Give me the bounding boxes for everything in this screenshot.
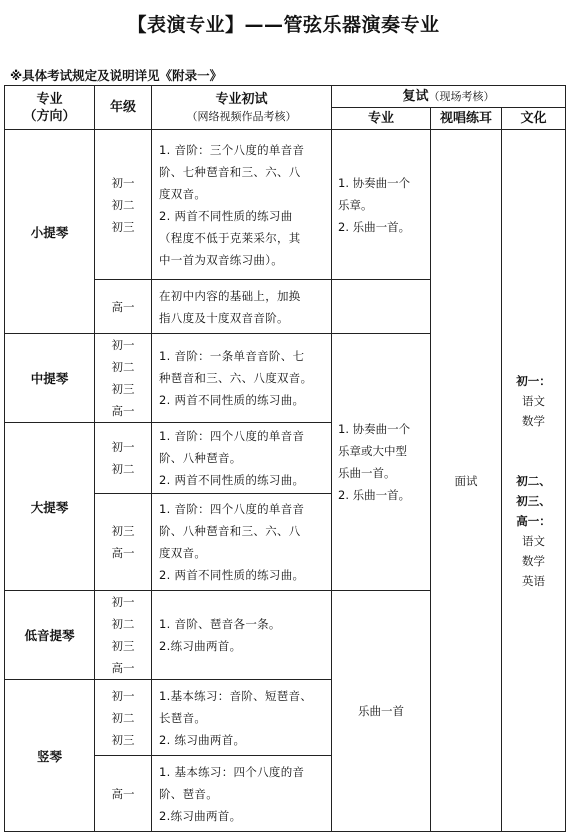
header-grade: 年级: [95, 86, 152, 130]
culture-subject: 数学: [522, 413, 545, 428]
grade-label: 初二: [111, 710, 135, 725]
grade-label: 初二: [111, 462, 135, 476]
culture-grade-label: 初一：: [516, 373, 551, 388]
culture-subject: 数学: [522, 553, 545, 568]
grade-label: 初三: [111, 524, 135, 538]
page-title: 【表演专业】——管弦乐器演奏专业: [127, 14, 440, 36]
grade-label: 高一: [111, 299, 135, 314]
requirement-line: 1. 协奏曲一个: [338, 175, 411, 190]
header-culture: 文化: [502, 108, 566, 130]
culture-subject: 语文: [522, 393, 545, 408]
initial-requirement: [152, 591, 332, 680]
requirement-line: 阶、七种琶音和三、六、八: [159, 164, 301, 179]
requirement-line: 中一首为双音练习曲）。: [159, 252, 284, 267]
initial-requirement: [152, 423, 332, 494]
requirement-line: 长琶音。: [159, 710, 207, 725]
requirement-line: 1. 音阶：四个八度的单音音: [159, 502, 305, 516]
initial-requirement: [152, 494, 332, 591]
grade-cell: [95, 756, 152, 832]
requirement-line: 1. 音阶：四个八度的单音音: [159, 429, 305, 443]
requirement-line: 2.练习曲两首。: [159, 808, 242, 823]
requirement-line: 度双音。: [159, 546, 207, 560]
requirement-line: 2. 两首不同性质的练习曲: [159, 208, 293, 223]
culture-subject: 英语: [522, 573, 545, 588]
retest-empty: [332, 280, 431, 334]
initial-requirement: [152, 280, 332, 334]
culture-grade-label: 初二、: [516, 473, 551, 488]
requirement-line: 2. 两首不同性质的练习曲。: [159, 568, 305, 582]
culture-requirements: [502, 130, 566, 832]
requirement-line: 2.练习曲两首。: [159, 639, 242, 653]
requirement-line: 2. 乐曲一首。: [338, 488, 411, 502]
header-initial-exam: [152, 86, 332, 130]
requirement-line: 2. 练习曲两首。: [159, 732, 246, 747]
requirement-line: 1. 音阶、琶音各一条。: [159, 617, 281, 631]
header-initial-title: 专业初试: [215, 91, 268, 107]
header-retest-sub: （现场考核）: [428, 90, 495, 103]
grade-cell: [95, 423, 152, 494]
grade-label: 初三: [111, 382, 135, 396]
grade-label: 高一: [111, 404, 135, 418]
requirement-line: 阶、琶音。: [159, 786, 218, 801]
requirement-line: 度双音。: [159, 186, 207, 201]
grade-label: 初二: [111, 197, 135, 212]
header-retest-major: 专业: [332, 108, 431, 130]
header-major-label: 专业: [36, 91, 63, 107]
header-major-direction: （方向）: [23, 108, 76, 124]
requirement-line: 2. 乐曲一首。: [338, 219, 411, 234]
grade-label: 初三: [111, 639, 135, 653]
instrument-double-bass: 低音提琴: [5, 591, 95, 680]
culture-subject: 语文: [522, 533, 545, 548]
grade-cell: [95, 334, 152, 423]
retest-requirement-violin: [332, 130, 431, 280]
requirement-line: 阶、八种琶音和三、六、八: [159, 524, 301, 538]
requirement-line: 2. 两首不同性质的练习曲。: [159, 473, 305, 487]
grade-label: 初一: [111, 440, 135, 454]
grade-label: 初一: [111, 338, 135, 352]
requirement-line: 1. 基本练习：四个八度的音: [159, 764, 305, 779]
requirement-line: 阶、八种琶音。: [159, 451, 242, 465]
retest-requirement-viola-cello: [332, 334, 431, 591]
initial-requirement: [152, 680, 332, 756]
grade-label: 初三: [111, 219, 135, 234]
appendix-note: ※具体考试规定及说明详见《附录一》: [10, 68, 223, 83]
requirement-line: 乐章。: [338, 197, 373, 212]
grade-cell: [95, 591, 152, 680]
requirement-line: 乐曲一首。: [338, 466, 396, 480]
requirement-line: 1. 音阶：三个八度的单音音: [159, 142, 305, 157]
grade-label: 高一: [111, 661, 135, 675]
grade-label: 初三: [111, 732, 135, 747]
initial-requirement: [152, 756, 332, 832]
requirement-line: 1.基本练习：音阶、短琶音、: [159, 688, 313, 703]
grade-cell: [95, 130, 152, 280]
header-sight-singing: 视唱练耳: [431, 108, 502, 130]
culture-grade-label: 高一：: [516, 513, 551, 528]
header-initial-sub: （网络视频作品考核）: [186, 109, 297, 123]
grade-label: 高一: [111, 786, 135, 801]
instrument-violin: 小提琴: [5, 130, 95, 334]
instrument-viola: 中提琴: [5, 334, 95, 423]
grade-label: 高一: [111, 546, 135, 560]
grade-label: 初一: [111, 175, 135, 190]
initial-requirement: [152, 334, 332, 423]
sight-singing-value: 面试: [431, 130, 502, 832]
grade-label: 初二: [111, 617, 135, 631]
requirement-line: 指八度及十度双音音阶。: [159, 310, 289, 325]
requirement-line: 乐章或大中型: [338, 444, 407, 458]
grade-label: 初一: [111, 688, 135, 703]
requirement-line: 1. 协奏曲一个: [338, 422, 411, 436]
culture-grade-label: 初三、: [516, 493, 551, 508]
header-retest: [332, 86, 566, 108]
instrument-cello: 大提琴: [5, 423, 95, 591]
grade-cell: [95, 494, 152, 591]
requirement-line: 1. 音阶：一条单音音阶、七: [159, 349, 305, 363]
grade-cell: [95, 680, 152, 756]
requirement-line: 2. 两首不同性质的练习曲。: [159, 393, 305, 407]
retest-requirement-lower: 乐曲一首: [332, 591, 431, 832]
initial-requirement: [152, 130, 332, 280]
grade-label: 初二: [111, 360, 135, 374]
instrument-harp: 竖琴: [5, 680, 95, 832]
requirement-line: （程度不低于克莱采尔，其: [159, 230, 301, 245]
header-major: [5, 86, 95, 130]
grade-label: 初一: [111, 595, 135, 609]
exam-requirements-table: [4, 85, 566, 832]
grade-cell: [95, 280, 152, 334]
requirement-line: 种琶音和三、六、八度双音。: [159, 371, 313, 385]
header-retest-title: 复试: [402, 89, 429, 104]
requirement-line: 在初中内容的基础上，加换: [159, 288, 301, 303]
